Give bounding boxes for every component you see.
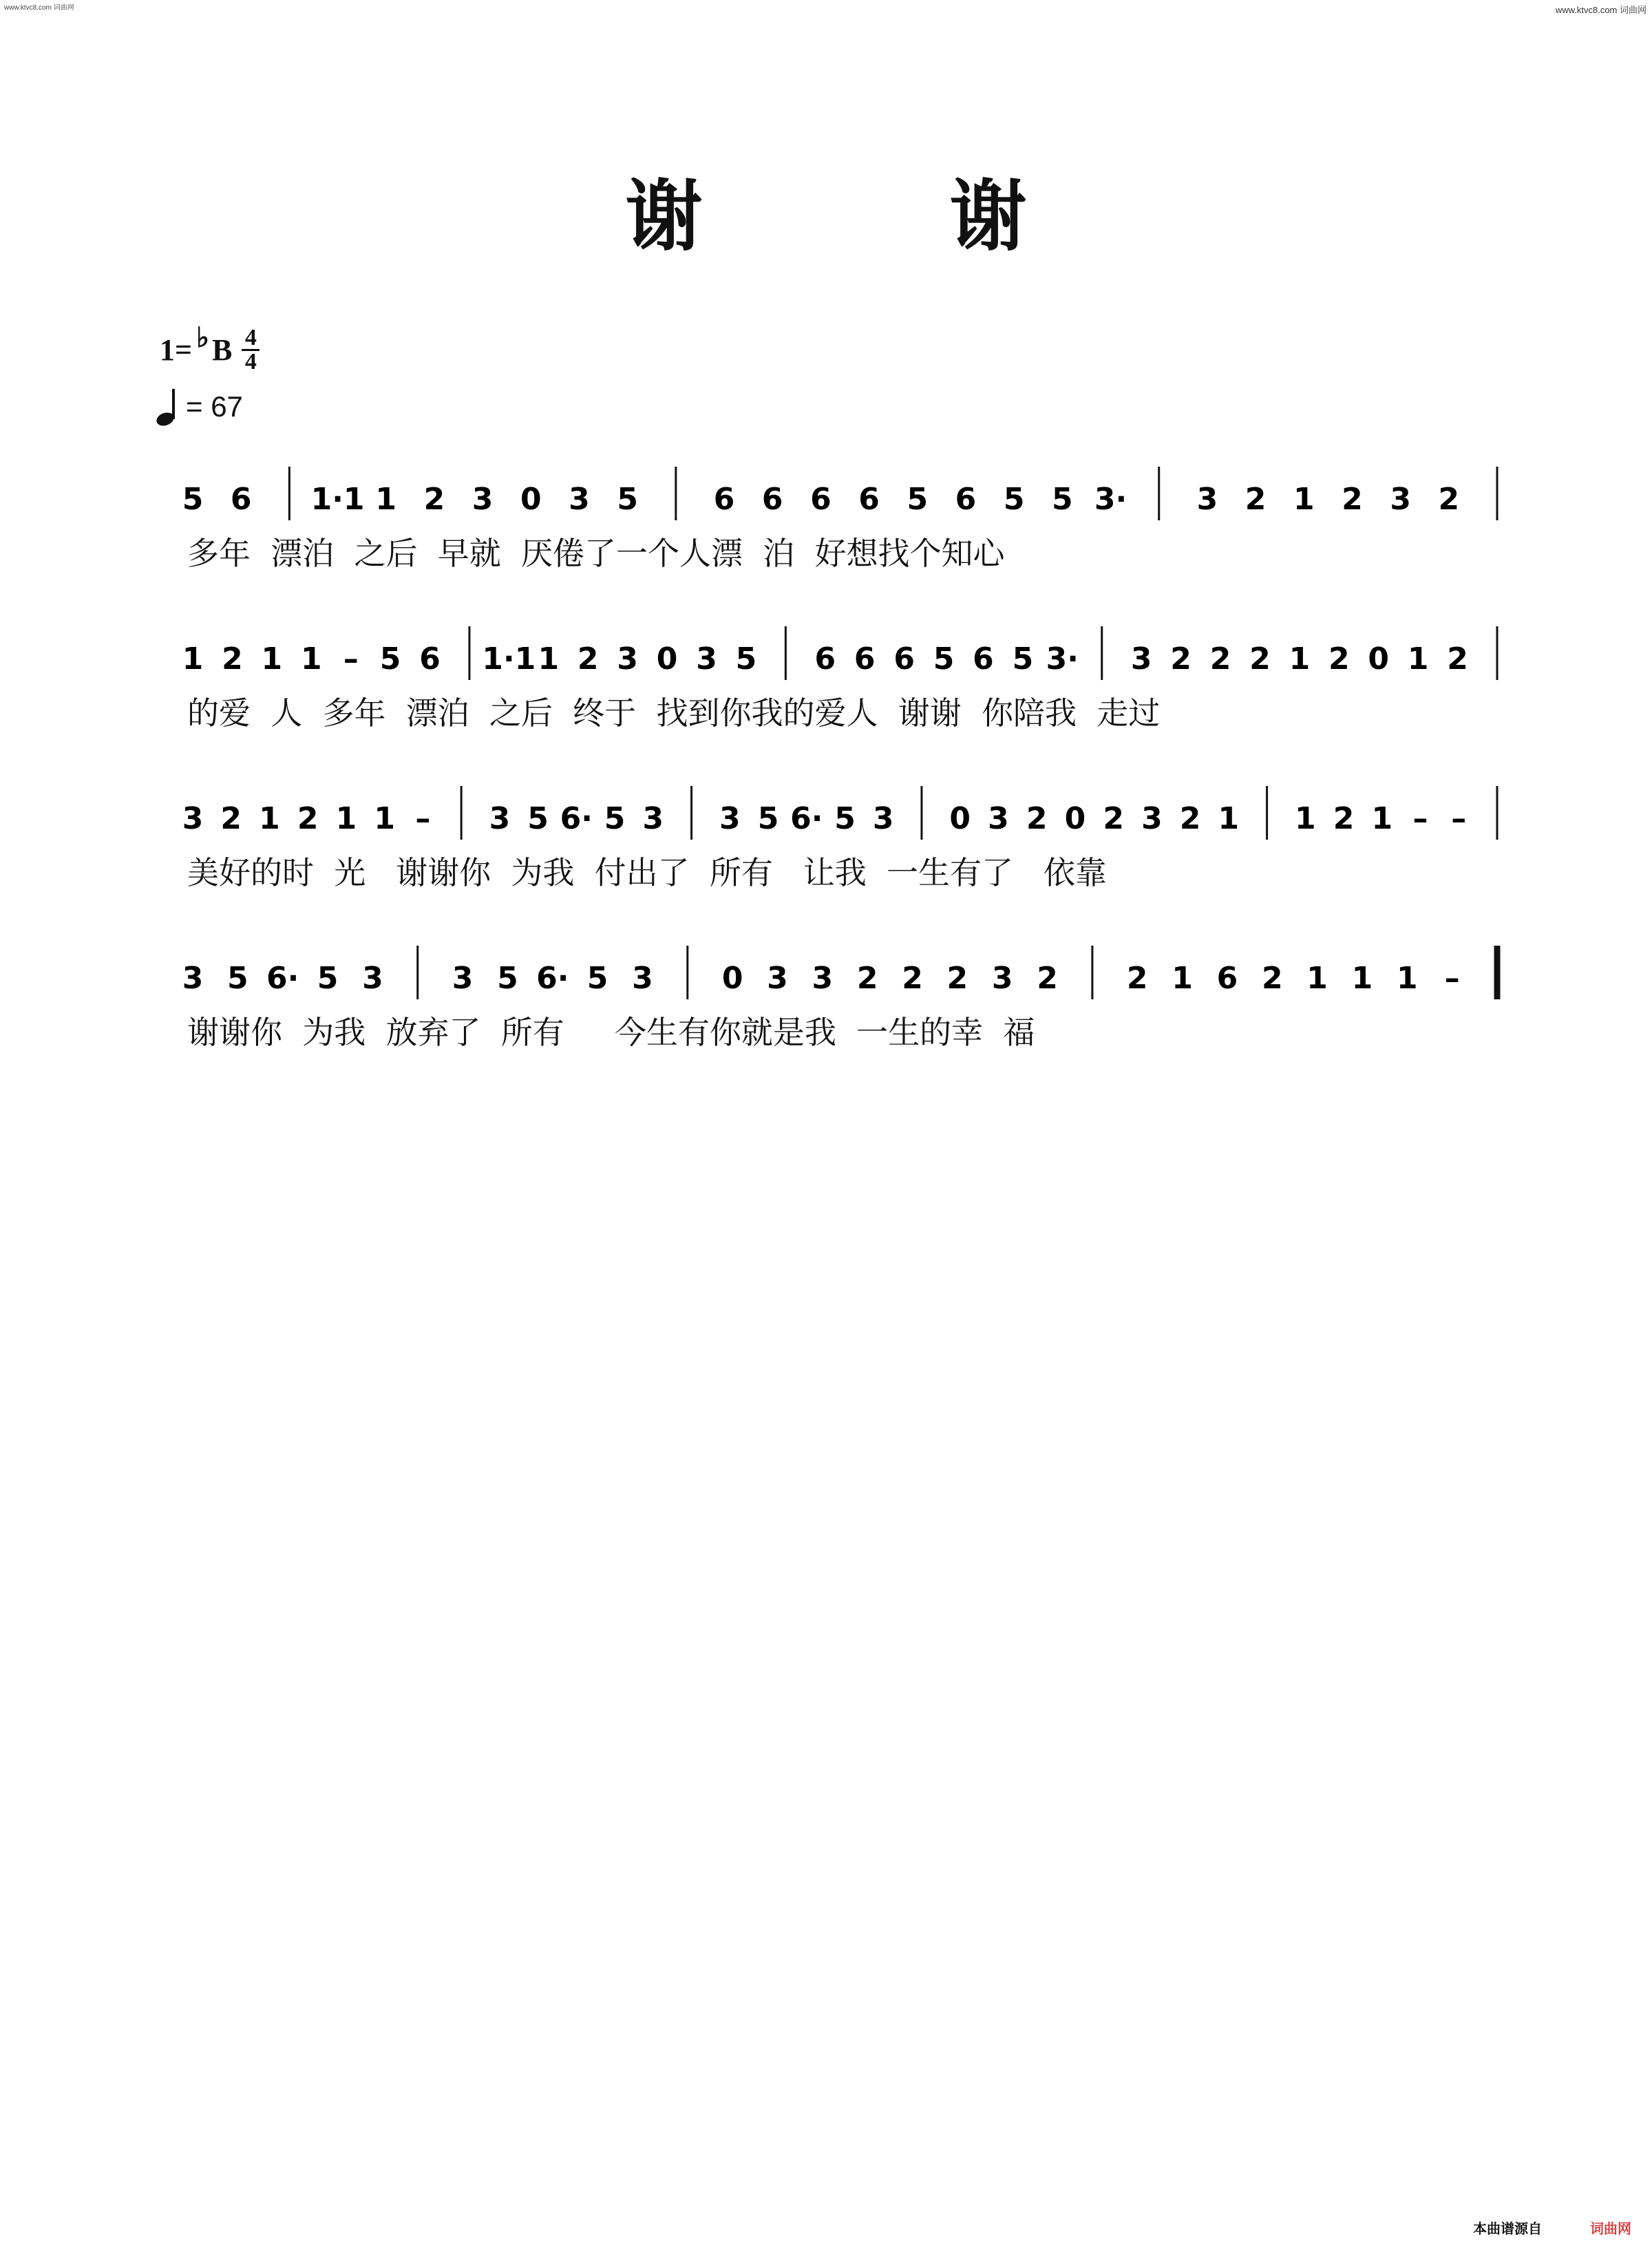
tempo-text: = 67 xyxy=(186,390,243,423)
jianpu-note: 3 xyxy=(1196,482,1218,517)
flat-sign: ♭ xyxy=(196,322,209,353)
jianpu-note: 2 xyxy=(423,482,445,517)
jianpu-note: 2 xyxy=(1342,482,1363,517)
jianpu-note: 0 xyxy=(1064,801,1086,836)
jianpu-note: 1 xyxy=(1293,482,1315,517)
jianpu-note: 2 xyxy=(1209,641,1231,677)
jianpu-note: 1 xyxy=(538,641,560,677)
jianpu-note: 2 xyxy=(297,801,319,836)
jianpu-note: 6 xyxy=(761,482,783,517)
jianpu-note: 3 xyxy=(991,961,1013,996)
jianpu-note: 1 xyxy=(182,641,204,677)
jianpu-note: 2 xyxy=(1261,961,1283,996)
jianpu-note: 3 xyxy=(696,641,717,677)
meter-top: 4 xyxy=(244,325,257,350)
jianpu-note: 5 xyxy=(497,961,518,996)
jianpu-note: – xyxy=(1451,801,1467,836)
jianpu-note: 5 xyxy=(907,482,929,517)
jianpu-note: 1 xyxy=(1289,641,1311,677)
jianpu-note: 3 xyxy=(489,801,511,836)
jianpu-note: 5 xyxy=(617,482,638,517)
jianpu-note: 3 xyxy=(812,961,834,996)
lyrics-line-1: 多年 漂泊 之后 早就 厌倦了一个人漂 泊 好想找个知心 xyxy=(187,535,1005,572)
jianpu-note: 2 xyxy=(946,961,968,996)
jianpu-note: 2 xyxy=(1328,641,1350,677)
jianpu-note: 2 xyxy=(1245,482,1267,517)
jianpu-note: 2 xyxy=(1170,641,1192,677)
key-note: B xyxy=(211,333,233,367)
jianpu-note: 6 xyxy=(955,482,977,517)
jianpu-note: 5 xyxy=(933,641,955,677)
jianpu-note: 6 xyxy=(858,482,880,517)
footer xyxy=(1473,2218,1631,2237)
jianpu-note: 6 xyxy=(713,482,735,517)
jianpu-note: 6· xyxy=(560,801,593,836)
jianpu-note: 1 xyxy=(1351,961,1373,996)
jianpu-note: 2 xyxy=(577,641,599,677)
jianpu-note: 3 xyxy=(988,801,1009,836)
jianpu-note: 1 xyxy=(1371,801,1393,836)
jianpu-note: 2 xyxy=(1026,801,1048,836)
jianpu-note: 6· xyxy=(536,961,569,996)
jianpu-note: 1 xyxy=(1218,801,1240,836)
footer-text: 本曲谱源自 xyxy=(1473,2220,1542,2237)
jianpu-note: 5 xyxy=(735,641,757,677)
jianpu-note: 5 xyxy=(379,641,401,677)
jianpu-note: 6 xyxy=(814,641,836,677)
jianpu-note: 3· xyxy=(1046,641,1079,677)
jianpu-note: 3 xyxy=(767,961,788,996)
jianpu-note: 6 xyxy=(1216,961,1238,996)
jianpu-note: 1 xyxy=(1407,641,1429,677)
jianpu-note: 6 xyxy=(973,641,994,677)
jianpu-note: 6 xyxy=(893,641,915,677)
jianpu-note: 3 xyxy=(642,801,664,836)
jianpu-note: 3 xyxy=(1141,801,1163,836)
jianpu-note: 2 xyxy=(1126,961,1148,996)
jianpu-note: 3 xyxy=(719,801,741,836)
jianpu-note: 2 xyxy=(1037,961,1058,996)
tempo-marking xyxy=(156,387,243,426)
jianpu-note: 1 xyxy=(335,801,357,836)
jianpu-note: 3 xyxy=(569,482,590,517)
jianpu-note: 0 xyxy=(656,641,678,677)
jianpu-note: 5 xyxy=(586,961,608,996)
key-prefix: 1= xyxy=(160,333,193,367)
jianpu-note: 3 xyxy=(872,801,894,836)
jianpu-note: 5 xyxy=(1052,482,1073,517)
jianpu-note: 0 xyxy=(949,801,971,836)
site-logo: 词曲网 xyxy=(1590,2220,1631,2237)
jianpu-note: 2 xyxy=(856,961,878,996)
jianpu-note: 5 xyxy=(757,801,779,836)
site-watermark-right: www.ktvc8.com 词曲网 xyxy=(1555,5,1646,15)
jianpu-note: 5 xyxy=(604,801,626,836)
jianpu-note: 1 xyxy=(1172,961,1193,996)
jianpu-note: 6 xyxy=(419,641,441,677)
jianpu-note: 5 xyxy=(227,961,248,996)
lyrics-line-4: 谢谢你 为我 放弃了 所有 今生有你就是我 一生的幸 福 xyxy=(187,1014,1035,1051)
song-title: 谢 谢 xyxy=(625,172,1137,262)
jianpu-note: 3 xyxy=(1390,482,1411,517)
jianpu-note: 3 xyxy=(182,961,204,996)
jianpu-note: 2 xyxy=(222,641,243,677)
jianpu-note: – xyxy=(415,801,431,836)
jianpu-note: 1 xyxy=(300,641,322,677)
jianpu-note: 3 xyxy=(452,961,474,996)
jianpu-note: 3 xyxy=(182,801,204,836)
jianpu-note: – xyxy=(1444,961,1460,996)
jianpu-note: 0 xyxy=(1368,641,1390,677)
jianpu-note: 3 xyxy=(472,482,494,517)
quarter-note-icon xyxy=(156,387,180,426)
jianpu-note: 2 xyxy=(1333,801,1355,836)
jianpu-note: 1 xyxy=(261,641,283,677)
jianpu-note: 5 xyxy=(1003,482,1025,517)
jianpu-note: 1 xyxy=(1295,801,1316,836)
jianpu-note: 1·1 xyxy=(310,482,365,517)
jianpu-note: 5 xyxy=(527,801,549,836)
jianpu-note: 6 xyxy=(230,482,252,517)
jianpu-note: 3· xyxy=(1094,482,1127,517)
jianpu-note: 1 xyxy=(1306,961,1328,996)
jianpu-note: 2 xyxy=(1447,641,1468,677)
jianpu-note: 5 xyxy=(834,801,856,836)
jianpu-note: 0 xyxy=(721,961,743,996)
jianpu-note: 6 xyxy=(810,482,832,517)
jianpu-note: 2 xyxy=(1249,641,1271,677)
jianpu-note: – xyxy=(1412,801,1428,836)
jianpu-note: 2 xyxy=(220,801,242,836)
jianpu-note: 5 xyxy=(182,482,204,517)
jianpu-note: 3 xyxy=(617,641,638,677)
jianpu-note: 1 xyxy=(374,801,395,836)
site-watermark-left: www.ktvc8.com 词曲网 xyxy=(4,4,74,12)
jianpu-note: 6· xyxy=(790,801,823,836)
jianpu-note: 0 xyxy=(520,482,542,517)
jianpu-note: – xyxy=(343,641,359,677)
lyrics-line-2: 的爱 人 多年 漂泊 之后 终于 找到你我的爱人 谢谢 你陪我 走过 xyxy=(187,694,1161,732)
meter-bottom: 4 xyxy=(244,349,257,374)
jianpu-note: 3 xyxy=(632,961,653,996)
jianpu-note: 2 xyxy=(1438,482,1460,517)
jianpu-note: 6· xyxy=(266,961,299,996)
jianpu-note: 3 xyxy=(1130,641,1152,677)
time-signature xyxy=(242,327,260,373)
lyrics-line-3: 美好的时 光 谢谢你 为我 付出了 所有 让我 一生有了 依靠 xyxy=(187,854,1107,891)
jianpu-note: 2 xyxy=(1179,801,1201,836)
key-signature xyxy=(160,322,260,374)
jianpu-note: 2 xyxy=(1103,801,1124,836)
jianpu-note: 3 xyxy=(362,961,383,996)
jianpu-note: 1 xyxy=(375,482,397,517)
jianpu-note: 2 xyxy=(902,961,923,996)
jianpu-note: 5 xyxy=(317,961,339,996)
jianpu-note: 1 xyxy=(259,801,280,836)
jianpu-note: 1·1 xyxy=(482,641,536,677)
jianpu-note: 5 xyxy=(1012,641,1034,677)
jianpu-note: 6 xyxy=(854,641,876,677)
jianpu-note: 1 xyxy=(1396,961,1418,996)
